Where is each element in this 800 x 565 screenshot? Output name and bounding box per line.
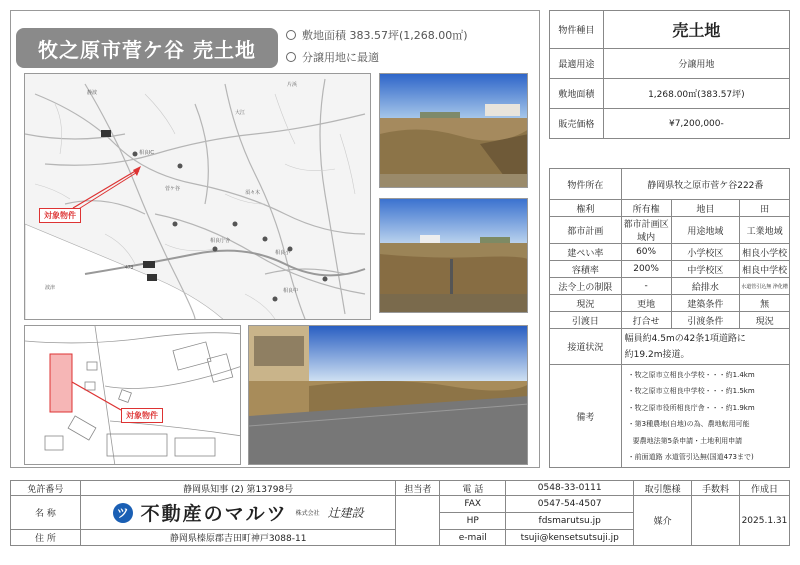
person-value <box>396 496 440 546</box>
svg-text:波津: 波津 <box>45 285 56 291</box>
svg-text:相良IC: 相良IC <box>139 150 155 156</box>
coverage-label: 建ぺい率 <box>550 244 622 261</box>
bullet-use-text: 分譲用地に最適 <box>302 51 379 64</box>
type-value: 売土地 <box>603 11 789 49</box>
area-map <box>24 73 371 320</box>
spec-table-main <box>549 10 790 139</box>
fee-label: 手数料 <box>692 481 740 496</box>
zoning-value: 工業地域 <box>740 217 790 244</box>
use-value: 分譲用地 <box>603 49 789 79</box>
svg-text:静波: 静波 <box>87 90 98 96</box>
coverage-value: 60% <box>621 244 671 261</box>
delivery-date-value: 打合せ <box>621 312 671 329</box>
fee-value <box>692 496 740 546</box>
hp-value[interactable]: fdsmarutsu.jp <box>506 513 634 530</box>
fax-value: 0547-54-4507 <box>506 496 634 513</box>
email-value[interactable]: tsuji@kensetsutsuji.jp <box>506 530 634 546</box>
location-value: 静岡県牧之原市菅ケ谷222番 <box>621 169 789 200</box>
zoning-label: 用途地域 <box>671 217 740 244</box>
area-value: 1,268.00㎡(383.57坪) <box>603 79 789 109</box>
map-target-label: 対象物件 <box>39 208 81 223</box>
city-plan-value: 都市計画区域内 <box>621 217 671 244</box>
bullet-use <box>286 49 379 65</box>
elementary-value: 相良小学校 <box>740 244 790 261</box>
legal-limit-value: - <box>621 278 671 295</box>
circle-icon <box>286 30 296 40</box>
access-line-2: 約19.2m接道。 <box>624 349 690 360</box>
area-map-graphic <box>25 74 371 320</box>
svg-text:相良小: 相良小 <box>275 250 291 256</box>
delivery-date-label: 引渡日 <box>550 312 622 329</box>
junior-high-label: 中学校区 <box>671 261 740 278</box>
site-photo-2 <box>379 198 528 313</box>
note-line: ・牧之原市立相良中学校・・・約1.5km <box>627 387 755 395</box>
note-line: ・牧之原市立相良小学校・・・約1.4km <box>627 370 755 379</box>
bullet-area <box>286 27 468 43</box>
svg-text:須々木: 須々木 <box>245 190 261 196</box>
rights-value: 所有権 <box>621 200 671 217</box>
svg-text:相良庁舎: 相良庁舎 <box>210 238 231 244</box>
junior-high-value: 相良中学校 <box>740 261 790 278</box>
water-value: 水道管引込無 浄化槽 <box>740 278 790 295</box>
status-value: 更地 <box>621 295 671 312</box>
delivery-condition-value: 現況 <box>740 312 790 329</box>
company-name-cell <box>80 496 396 530</box>
far-label: 容積率 <box>550 261 622 278</box>
fax-label: FAX <box>440 496 506 513</box>
legal-limit-label: 法令上の制限 <box>550 278 622 295</box>
elementary-label: 小学校区 <box>671 244 740 261</box>
detail-map <box>24 325 241 465</box>
svg-text:菅ケ谷: 菅ケ谷 <box>165 186 181 192</box>
date-value: 2025.1.31 <box>739 496 789 546</box>
address-label: 住 所 <box>11 530 81 546</box>
address-value: 静岡県榛原郡吉田町神戸3088-11 <box>80 530 396 546</box>
note-line: ・第3種農地(自地)の為、農地転用可能 <box>627 420 750 428</box>
price-value: ¥7,200,000- <box>603 109 789 139</box>
note-line: ・前面道路 水道管引込無(国道473まで) <box>627 453 754 461</box>
license-label: 免許番号 <box>11 481 81 496</box>
site-photo-1 <box>379 73 528 188</box>
location-label: 物件所在 <box>550 169 622 200</box>
company-footer <box>10 480 790 546</box>
notes-label: 備考 <box>550 365 622 468</box>
company-logo-icon: ツ <box>113 503 133 523</box>
build-condition-value: 無 <box>740 295 790 312</box>
price-label: 販売価格 <box>550 109 604 139</box>
phone-value: 0548-33-0111 <box>506 481 634 496</box>
far-value: 200% <box>621 261 671 278</box>
svg-text:473: 473 <box>125 265 134 271</box>
type-label: 物件種目 <box>550 11 604 49</box>
person-label: 担当者 <box>396 481 440 496</box>
spec-table-detail <box>549 168 790 468</box>
site-photo-3 <box>248 325 528 465</box>
date-label: 作成日 <box>739 481 789 496</box>
hp-label: HP <box>440 513 506 530</box>
license-value: 静岡県知事 (2) 第13798号 <box>80 481 396 496</box>
status-label: 現況 <box>550 295 622 312</box>
svg-text:大江: 大江 <box>235 110 246 116</box>
city-plan-label: 都市計画 <box>550 217 622 244</box>
deal-value: 媒介 <box>634 496 692 546</box>
area-label: 敷地面積 <box>550 79 604 109</box>
company-name: 不動産のマルツ <box>140 503 288 525</box>
use-label: 最適用途 <box>550 49 604 79</box>
build-condition-label: 建築条件 <box>671 295 740 312</box>
name-label: 名 称 <box>11 496 81 530</box>
notes-value <box>621 365 789 468</box>
subsidiary-prefix: 株式会社 <box>295 510 320 517</box>
bullet-area-text: 敷地面積 383.57坪(1,268.00㎡) <box>302 29 468 42</box>
email-label: e-mail <box>440 530 506 546</box>
note-line: ・牧之原市役所相良庁舎・・・約1.9km <box>627 403 755 412</box>
land-category-value: 田 <box>740 200 790 217</box>
subsidiary-name: 辻建設 <box>327 506 364 520</box>
detail-map-target-label: 対象物件 <box>121 408 163 423</box>
svg-text:相良中: 相良中 <box>283 288 299 294</box>
access-label: 接道状況 <box>550 329 622 365</box>
land-category-label: 地目 <box>671 200 740 217</box>
access-value <box>621 329 789 365</box>
rights-label: 権利 <box>550 200 622 217</box>
note-line: 要農地法第5条申請・土地利用申請 <box>632 436 743 445</box>
delivery-condition-label: 引渡条件 <box>671 312 740 329</box>
page-title: 牧之原市菅ケ谷 売土地 <box>16 28 278 68</box>
detail-map-graphic <box>25 326 241 465</box>
circle-icon <box>286 52 296 62</box>
svg-text:片浜: 片浜 <box>287 82 298 88</box>
water-label: 給排水 <box>671 278 740 295</box>
phone-label: 電 話 <box>440 481 506 496</box>
access-line-1: 幅員約4.5mの42条1項道路に <box>624 333 746 344</box>
deal-label: 取引態様 <box>634 481 692 496</box>
